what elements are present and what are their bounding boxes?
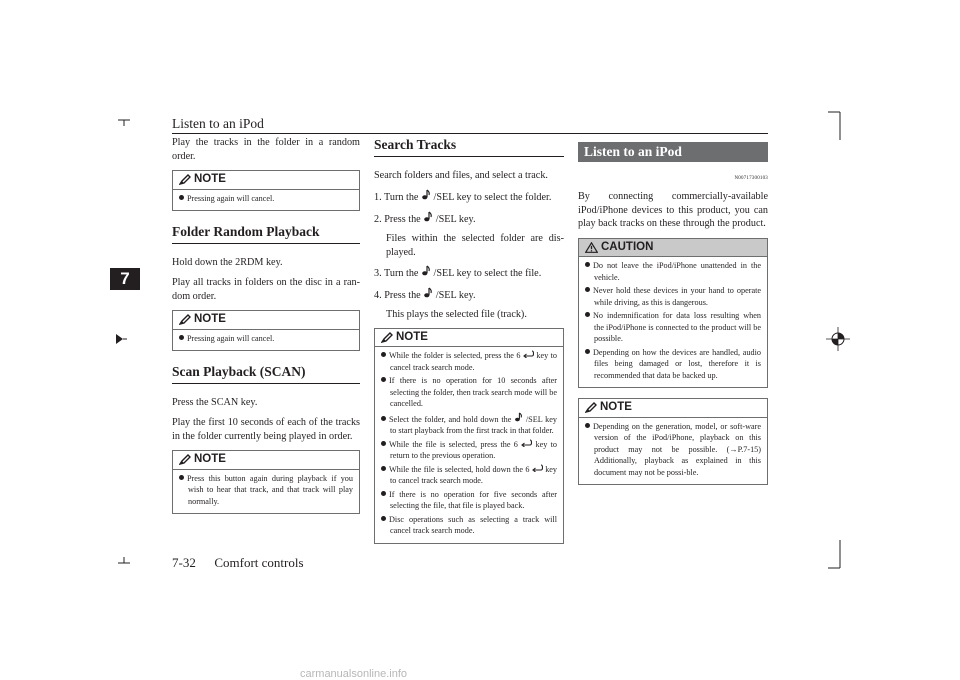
note-header [375, 329, 563, 348]
note-text: /SEL key to start playback from the first track in that folder. [390, 414, 558, 435]
heading-folder-random: Folder Random Playback [172, 225, 360, 244]
note-header [173, 311, 359, 330]
return-arrow-icon [532, 464, 543, 472]
bullet-icon [585, 287, 590, 292]
caution-text: Never hold these devices in your hand to operate while driving, as this is dangerous. [593, 286, 761, 307]
note-item [381, 412, 557, 437]
bullet-icon [585, 262, 590, 267]
note-header [579, 399, 767, 418]
tune-knob-icon [421, 189, 431, 200]
heading-scan-playback: Scan Playback (SCAN) [172, 365, 360, 384]
bullet-icon [179, 475, 184, 480]
note-text: While the file is selected, hold down the 6 [389, 464, 530, 474]
bullet-icon [585, 349, 590, 354]
step-2 [374, 211, 564, 227]
note-icon [381, 332, 393, 343]
note-item [381, 489, 557, 512]
note-icon [179, 174, 191, 185]
scan-step: Press the SCAN key. [172, 396, 258, 408]
note-text: If there is no operation for five seconds after selecting the file, that file is played back. [389, 489, 557, 510]
bullet-icon [381, 377, 386, 382]
caution-header [579, 239, 767, 258]
tune-knob-icon [421, 265, 431, 276]
note-text: While the folder is selected, press the 6 [389, 351, 521, 360]
chapter-tab: 7 [110, 268, 140, 290]
section-code: N00717300103 [734, 175, 768, 181]
folder-desc: Play all tracks in folders on the disc in a ran-dom order. [172, 277, 360, 302]
note-text: While the file is selected, press the 6 [389, 439, 518, 449]
crop-mark-icon [826, 536, 846, 576]
section-name: Comfort controls [214, 555, 304, 570]
note-text: Pressing again will cancel. [187, 333, 275, 343]
step-1 [374, 189, 564, 205]
note-icon [179, 454, 191, 465]
tune-knob-icon [423, 287, 433, 298]
step-4 [374, 287, 564, 303]
step-3 [374, 265, 564, 281]
note-box-3 [172, 450, 360, 514]
note-label: NOTE [194, 313, 226, 325]
ipod-intro: By connecting commercially-available iPod/iPhone devices to this product, you can play back tracks on these through the product. [578, 191, 768, 229]
step-text: 4. Press the [374, 289, 421, 301]
note-item [585, 421, 761, 479]
registration-target-icon [826, 327, 850, 351]
note-text: Depending on the generation, model, or soft-ware version of the iPod/iPhone, playback on this product may not be possible. (→P.7-15) Additionally, playback as explained in this document may not be possi-ble. [593, 421, 761, 477]
note-box-ipod [578, 398, 768, 485]
bullet-icon [381, 491, 386, 496]
note-text: Select the folder, and hold down the [389, 414, 512, 424]
note-text: If there is no operation for 10 seconds after selecting the folder, then track search mode will be cancelled. [389, 376, 557, 408]
warning-triangle-icon [585, 242, 598, 253]
note-label: NOTE [194, 173, 226, 185]
caution-item [585, 260, 761, 283]
step-2-result: Files within the selected folder are dis-played. [386, 233, 564, 258]
step-text: 3. Turn the [374, 268, 419, 279]
note-item [381, 514, 557, 537]
crop-mark-icon [826, 104, 846, 144]
tune-knob-icon [423, 211, 433, 222]
step-4-result: This plays the selected file (track). [386, 309, 527, 320]
step-text: 1. Turn the [374, 192, 419, 203]
note-box-1 [172, 170, 360, 211]
heading-listen-ipod: Listen to an iPod [578, 142, 768, 162]
return-arrow-icon [521, 439, 532, 447]
crop-mark-icon [116, 555, 132, 571]
note-text: Press this button again during playback if you wish to hear that track, and that track will play normally. [187, 473, 353, 506]
note-box-search [374, 328, 564, 544]
watermark: carmanualsonline.info [300, 668, 408, 680]
folder-step: Hold down the 2RDM key. [172, 256, 283, 268]
note-item [381, 350, 557, 373]
caution-text: No indemnification for data loss resulting when the iPod/iPhone is connected to the product will be possible. [593, 311, 761, 343]
caution-item [585, 285, 761, 308]
step-text: /SEL key to select the file. [433, 268, 542, 279]
random-intro: Play the tracks in the folder in a random order. [172, 137, 360, 162]
note-label: NOTE [194, 453, 226, 465]
note-icon [585, 402, 597, 413]
caution-item [585, 310, 761, 345]
note-item [179, 193, 353, 205]
note-item [381, 439, 557, 462]
crop-mark-icon [116, 112, 132, 128]
bullet-icon [381, 466, 386, 471]
note-box-2 [172, 310, 360, 351]
note-text: Disc operations such as selecting a track will cancel track search mode. [389, 514, 557, 535]
bullet-icon [585, 423, 590, 428]
note-icon [179, 314, 191, 325]
page-number: 7-32 [172, 555, 196, 570]
note-header [173, 451, 359, 470]
return-arrow-icon [523, 350, 534, 358]
caution-item [585, 347, 761, 382]
tune-knob-icon [514, 412, 523, 422]
page-footer [172, 555, 304, 571]
note-item [381, 464, 557, 487]
note-text: key to cancel track search mode. [390, 464, 558, 485]
page-title: Listen to an iPod [172, 116, 264, 131]
registration-arrow-icon [112, 331, 128, 347]
search-intro: Search folders and files, and select a track. [374, 169, 548, 181]
note-text: key to return to the previous operation. [390, 439, 557, 460]
caution-text: Do not leave the iPod/iPhone unattended in the vehicle. [593, 261, 761, 282]
step-text: /SEL key. [435, 213, 476, 225]
column-3 [578, 136, 768, 495]
heading-search-tracks: Search Tracks [374, 138, 564, 157]
caution-text: Depending on how the devices are handled, audio files being damaged or lost, therefore it is recommended that data be backed up. [593, 347, 761, 380]
note-item [179, 333, 353, 345]
header-rule [172, 133, 768, 134]
scan-desc: Play the first 10 seconds of each of the tracks in the folder currently being played in order. [172, 417, 360, 442]
note-text: Pressing again will cancel. [187, 193, 275, 203]
bullet-icon [179, 335, 184, 340]
bullet-icon [381, 516, 386, 521]
note-item [381, 375, 557, 410]
column-2 [374, 136, 564, 554]
step-text: /SEL key to select the folder. [433, 192, 552, 203]
step-text: 2. Press the [374, 213, 421, 225]
note-label: NOTE [396, 330, 428, 343]
note-label: NOTE [600, 401, 632, 413]
bullet-icon [381, 352, 386, 357]
note-header [173, 171, 359, 190]
caution-label: CAUTION [601, 240, 654, 253]
note-text: key to cancel track search mode. [390, 351, 558, 372]
caution-box [578, 238, 768, 389]
bullet-icon [585, 312, 590, 317]
search-steps [374, 189, 564, 322]
step-text: /SEL key. [435, 289, 476, 301]
bullet-icon [381, 416, 386, 421]
column-1 [172, 136, 360, 524]
bullet-icon [179, 195, 184, 200]
note-item [179, 473, 353, 508]
bullet-icon [381, 441, 386, 446]
